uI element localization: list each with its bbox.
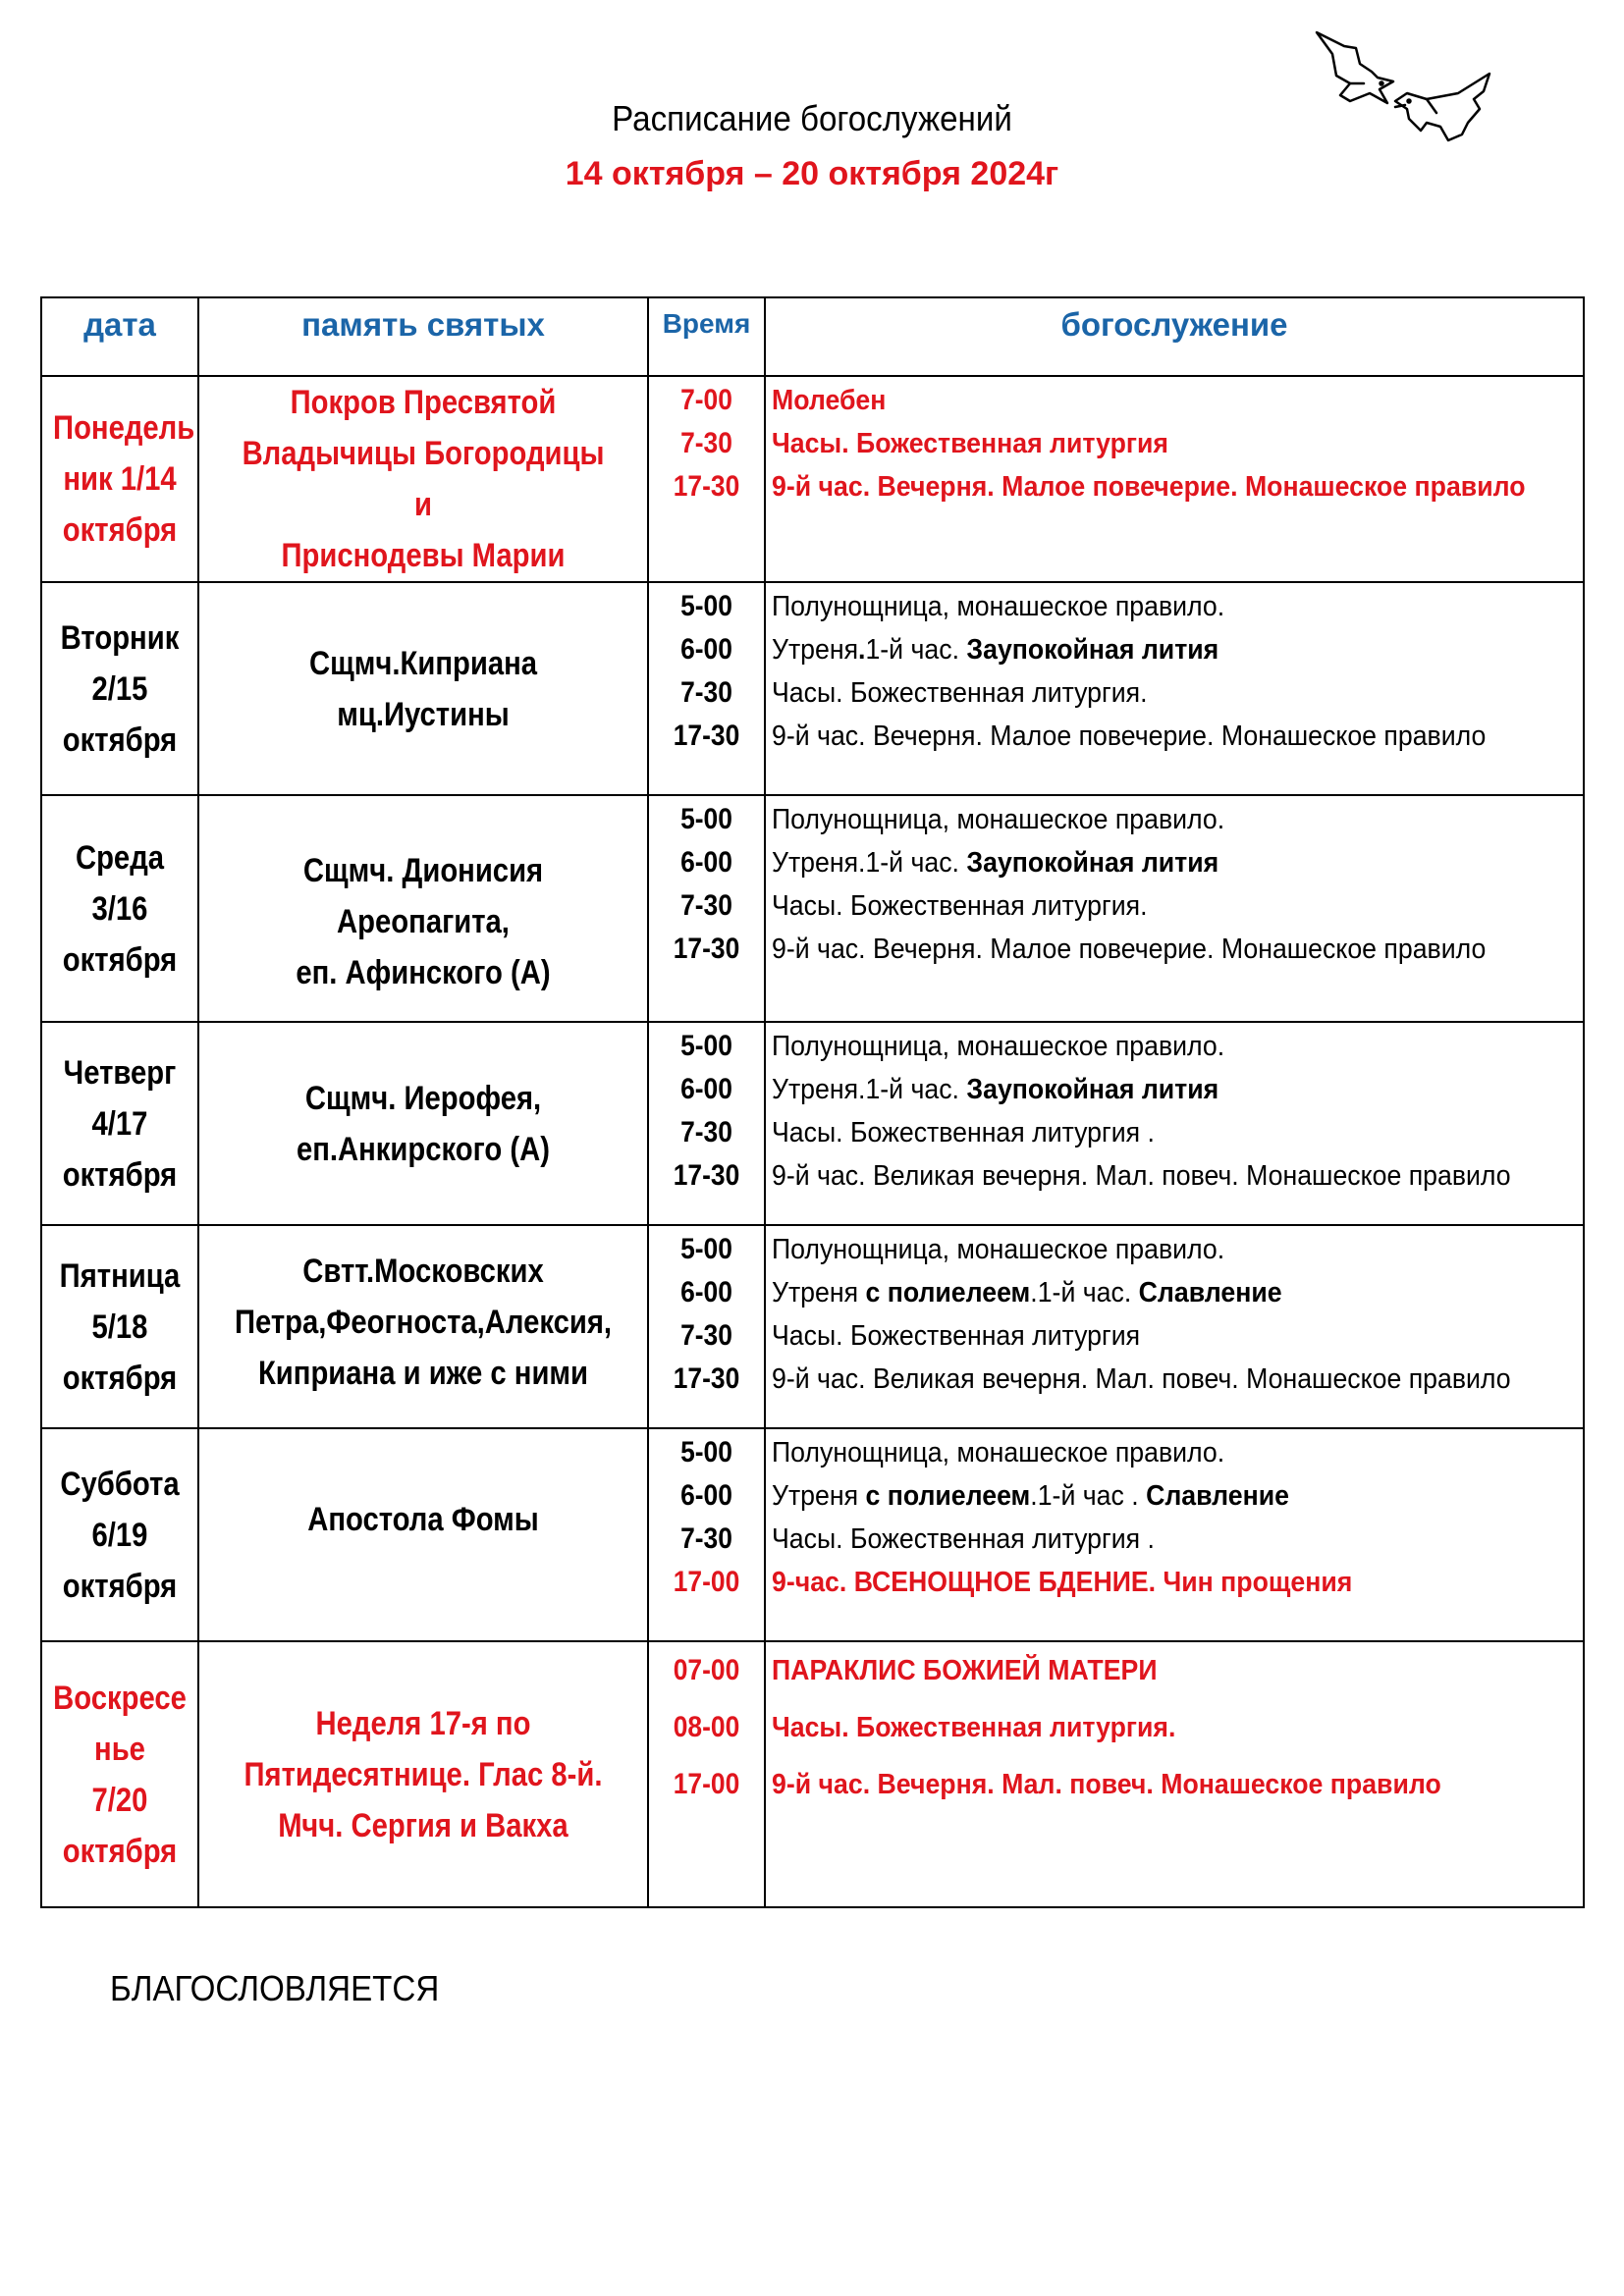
column-header-time: Время xyxy=(648,297,765,376)
saint-cell: Сщмч. Дионисия Ареопагита, еп. Афинского (А) xyxy=(198,795,648,1022)
blessing-text: БЛАГОСЛОВЛЯЕТСЯ xyxy=(110,1968,440,2008)
date-cell: Среда 3/16 октября xyxy=(41,795,198,1022)
doves-icon xyxy=(1311,25,1497,162)
table-row xyxy=(41,376,1584,582)
table-header-row xyxy=(41,297,1584,376)
time-cell: 7-00 7-30 17-30 xyxy=(648,376,765,582)
date-cell: Четверг 4/17 октября xyxy=(41,1022,198,1225)
time-cell: 5-00 6-00 7-30 17-30 xyxy=(648,1225,765,1428)
date-cell: Суббота 6/19 октября xyxy=(41,1428,198,1641)
schedule-table xyxy=(40,296,1585,1908)
date-cell: Пятница 5/18 октября xyxy=(41,1225,198,1428)
saint-cell: Сщмч. Иерофея, еп.Анкирского (А) xyxy=(198,1022,648,1225)
service-cell: Полунощница, монашеское правило. Утреня.1-й час. Заупокойная лития Часы. Божественная литургия . 9-й час. Великая вечерня. Мал. повеч. Монашеское правило xyxy=(765,1022,1584,1225)
service-cell: Полунощница, монашеское правило. Утреня с полиелеем.1-й час. Славление Часы. Божественная литургия 9-й час. Великая вечерня. Мал. повеч. Монашеское правило xyxy=(765,1225,1584,1428)
saint-cell: Неделя 17-я по Пятидесятнице. Глас 8-й. Мчч. Сергия и Вакха xyxy=(198,1641,648,1907)
table-row xyxy=(41,1022,1584,1225)
service-cell: Молебен Часы. Божественная литургия 9-й час. Вечерня. Малое повечерие. Монашеское правило xyxy=(765,376,1584,582)
service-cell: Полунощница, монашеское правило. Утреня с полиелеем.1-й час . Славление Часы. Божественная литургия . 9-час. ВСЕНОЩНОЕ БДЕНИЕ. Чин прощения xyxy=(765,1428,1584,1641)
column-header-saints: память святых xyxy=(198,297,648,376)
date-range: 14 октября – 20 октября 2024г xyxy=(565,155,1059,192)
time-cell: 07-00 08-00 17-00 xyxy=(648,1641,765,1907)
table-row xyxy=(41,1428,1584,1641)
column-header-date: дата xyxy=(41,297,198,376)
time-cell: 5-00 6-00 7-30 17-30 xyxy=(648,582,765,795)
saint-cell: Сщмч.Киприана мц.Иустины xyxy=(198,582,648,795)
date-cell: Вторник 2/15 октября xyxy=(41,582,198,795)
table-row xyxy=(41,582,1584,795)
time-cell: 5-00 6-00 7-30 17-00 xyxy=(648,1428,765,1641)
saint-cell: Покров Пресвятой Владычицы Богородицы и Приснодевы Марии xyxy=(198,376,648,582)
page-title: Расписание богослужений xyxy=(612,98,1012,138)
table-row xyxy=(41,1225,1584,1428)
date-cell: Воскресе нье 7/20 октября xyxy=(41,1641,198,1907)
table-row xyxy=(41,795,1584,1022)
table-row xyxy=(41,1641,1584,1907)
service-cell: Полунощница, монашеское правило. Утреня.1-й час. Заупокойная лития Часы. Божественная литургия. 9-й час. Вечерня. Малое повечерие. Монашеское правило xyxy=(765,795,1584,1022)
time-cell: 5-00 6-00 7-30 17-30 xyxy=(648,1022,765,1225)
saint-cell: Свтт.Московских Петра,Феогноста,Алексия, Киприана и иже с ними xyxy=(198,1225,648,1428)
saint-cell: Апостола Фомы xyxy=(198,1428,648,1641)
column-header-service: богослужение xyxy=(765,297,1584,376)
time-cell: 5-00 6-00 7-30 17-30 xyxy=(648,795,765,1022)
date-cell: Понедель ник 1/14 октября xyxy=(41,376,198,582)
service-cell: ПАРАКЛИС БОЖИЕЙ МАТЕРИ Часы. Божественная литургия. 9-й час. Вечерня. Мал. повеч. Монашеское правило xyxy=(765,1641,1584,1907)
service-cell: Полунощница, монашеское правило. Утреня.1-й час. Заупокойная лития Часы. Божественная литургия. 9-й час. Вечерня. Малое повечерие. Монашеское правило xyxy=(765,582,1584,795)
